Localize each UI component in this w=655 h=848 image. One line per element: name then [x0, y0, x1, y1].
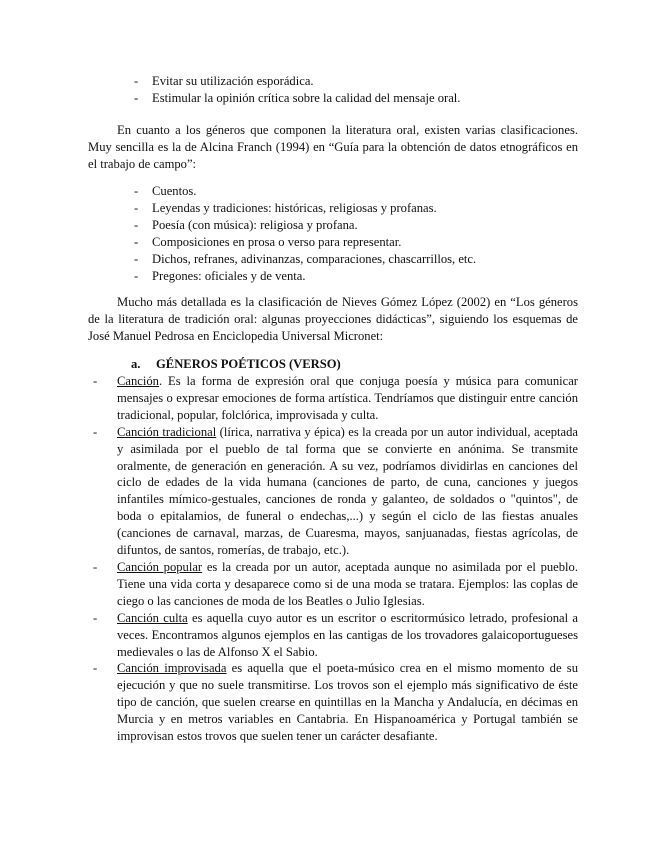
list-item-text: Leyendas y tradiciones: históricas, religiosas y profanas.	[152, 200, 437, 215]
bullet-dash: -	[134, 234, 139, 249]
paragraph-classifications: En cuanto a los géneros que componen la literatura oral, existen varias clasificaciones. Muy sencilla es la de Alcina Franch (1994) en “Guía para la obtención de datos etnográficos en el trabajo de campo”:	[88, 123, 578, 171]
list-item-text: Estimular la opinión crítica sobre la calidad del mensaje oral.	[152, 90, 461, 105]
definition-term: Canción tradicional	[117, 424, 217, 439]
list-item	[88, 183, 578, 200]
definition-text: . Es la forma de expresión oral que conjuga poesía y música para comunicar mensajes o expresar emociones de forma artística. Tendríamos que distinguir entre canción tradicional, popular, folclórica, improvisada y culta.	[117, 374, 578, 422]
list-item-text: Composiciones en prosa o verso para representar.	[152, 234, 402, 249]
definition-term: Canción	[117, 374, 159, 388]
heading-number: a.	[131, 357, 141, 371]
definition-text: es la creada por un autor, aceptada aunque no asimilada por el pueblo. Tiene una vida corta y desaparece como si de una moda se tratara. Ejemplos: las coplas de ciego o las canciones de moda de los Beatles o Julio Iglesias.	[117, 559, 578, 608]
bullet-dash: -	[93, 559, 98, 574]
bullet-dash: -	[93, 610, 98, 625]
definition-term: Canción improvisada	[117, 661, 227, 676]
list-item	[88, 73, 578, 90]
definition-text: (lírica, narrativa y épica) es la creada por un autor individual, aceptada y asimilada por el pueblo de tal forma que se convierte en anónima. Se transmite oralmente, de generación en generación. A su vez, podríamos dividirlas en canciones del ciclo de edades de la vida humana (canciones de parto, de cuna, canciones y juegos infantiles mímico-gestuales, canciones de ronda y galanteo, de soldados o "quintos", de boda o epitalamios, de funeral o endechas,...) y según el ciclo de las fiestas anuales (canciones de carnaval, marzas, de Cuaresma, mayos, sanjuanadas, fiestas agrícolas, de difuntos, de santos, romerías, de trabajo, etc.).	[117, 424, 579, 558]
list-item	[88, 217, 578, 234]
bullet-dash: -	[93, 661, 98, 676]
list-item-text: Poesía (con música): religiosa y profana.	[152, 217, 358, 232]
list-item	[88, 200, 578, 217]
definition-text: es aquella cuyo autor es un escritor o escritormúsico letrado, profesional a veces. Encontramos algunos ejemplos en las cantigas de los trovadores galaicoportugueses medievales o las de Alfonso X el Sabio.	[117, 610, 578, 659]
list-item-text: Dichos, refranes, adivinanzas, comparaciones, chascarrillos, etc.	[152, 251, 477, 266]
definition-item	[88, 424, 578, 559]
list-item	[88, 268, 578, 285]
genres-list	[88, 183, 578, 284]
list-item-text: Evitar su utilización esporádica.	[152, 74, 314, 88]
list-item-text: Cuentos.	[152, 184, 197, 198]
definition-term: Canción culta	[117, 610, 188, 625]
bullet-dash: -	[134, 268, 139, 283]
section-heading	[131, 356, 341, 373]
bullet-dash: -	[134, 90, 139, 105]
definition-item	[88, 559, 578, 610]
bullet-dash: -	[93, 424, 98, 439]
bullet-dash: -	[134, 217, 139, 232]
definition-text: es aquella que el poeta-músico crea en el mismo momento de su ejecución y que no suele transmitirse. Los trovos son el ejemplo más significativo de éste tipo de canción, que suelen crearse en quintillas en la Mancha y Andalucía, en décimas en Murcia y en metros variables en Cantabria. En Hispanoamérica y Portugal también se improvisan estos trovos que suelen tener un carácter desafiante.	[117, 661, 578, 744]
bullet-dash: -	[134, 251, 139, 266]
list-item-text: Pregones: oficiales y de venta.	[152, 268, 306, 283]
bullet-dash: -	[134, 184, 139, 198]
definition-term: Canción popular	[117, 559, 203, 574]
paragraph-detailed-classification: Mucho más detallada es la clasificación de Nieves Gómez López (2002) en “Los géneros de la literatura de tradición oral: algunas proyecciones didácticas”, siguiendo los esquemas de José Manuel Pedrosa en Enciclopedia Universal Micronet:	[88, 295, 578, 343]
definitions-list	[88, 373, 578, 745]
definition-item	[88, 610, 578, 661]
bullet-dash: -	[134, 74, 139, 88]
objectives-list	[88, 73, 578, 107]
list-item	[88, 234, 578, 251]
heading-title: GÉNEROS POÉTICOS (VERSO)	[156, 357, 341, 371]
definition-item	[88, 373, 578, 424]
definition-item	[88, 660, 578, 745]
list-item	[88, 251, 578, 268]
list-item	[88, 90, 578, 107]
bullet-dash: -	[93, 374, 98, 388]
bullet-dash: -	[134, 200, 139, 215]
